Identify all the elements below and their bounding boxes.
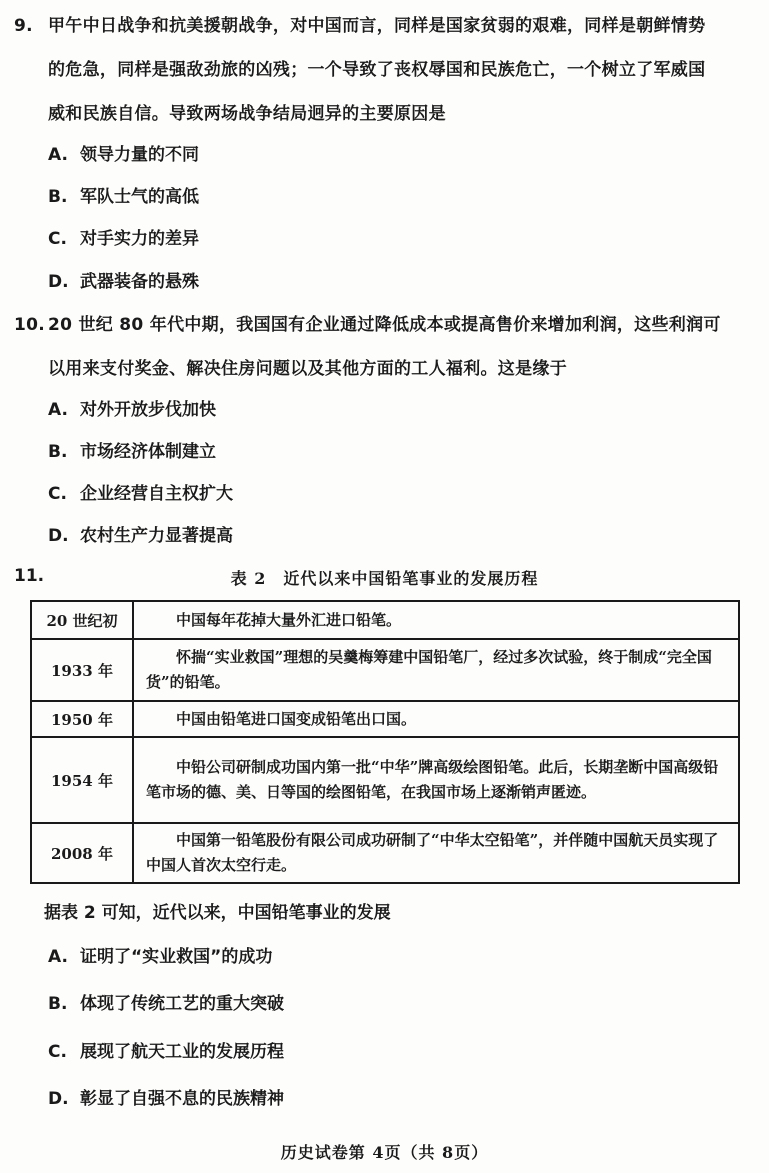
option-text: 对外开放步伐加快 xyxy=(80,400,216,420)
question-10-option-b xyxy=(48,440,216,464)
question-11-option-a xyxy=(48,945,272,969)
option-letter: B. xyxy=(48,994,68,1014)
option-letter: A. xyxy=(48,400,68,420)
table-desc-cell: 中国由铅笔进口国变成铅笔出口国。 xyxy=(133,701,739,737)
question-10-number: 10. xyxy=(14,315,46,335)
option-text: 彰显了自强不息的民族精神 xyxy=(80,1089,284,1109)
option-letter: D. xyxy=(48,1089,69,1109)
option-text: 领导力量的不同 xyxy=(80,145,199,165)
table-row xyxy=(31,823,739,883)
table-row xyxy=(31,701,739,737)
option-text: 武器装备的悬殊 xyxy=(80,272,199,292)
option-letter: A. xyxy=(48,947,68,967)
table-year-cell: 2008 年 xyxy=(31,823,133,883)
option-text: 农村生产力显著提高 xyxy=(80,526,233,546)
question-9-number: 9. xyxy=(14,16,33,36)
table-desc-cell: 中国第一铅笔股份有限公司成功研制了“中华太空铅笔”，并伴随中国航天员实现了中国人首次太空行走。 xyxy=(133,823,739,883)
table-title: 表 2 近代以来中国铅笔事业的发展历程 xyxy=(230,569,539,588)
option-text: 展现了航天工业的发展历程 xyxy=(80,1042,284,1062)
table-row xyxy=(31,737,739,823)
table-year-cell: 1954 年 xyxy=(31,737,133,823)
question-9-stem xyxy=(14,4,756,136)
table-row xyxy=(31,639,739,701)
option-letter: C. xyxy=(48,1042,67,1062)
question-9-option-b xyxy=(48,185,199,209)
option-text: 企业经营自主权扩大 xyxy=(80,484,233,504)
pencil-history-table xyxy=(30,600,740,884)
option-letter: D. xyxy=(48,272,69,292)
question-11-number: 11. xyxy=(14,566,45,586)
option-letter: D. xyxy=(48,526,69,546)
option-letter: C. xyxy=(48,229,67,249)
option-letter: A. xyxy=(48,145,68,165)
question-10-option-c xyxy=(48,482,233,506)
question-9-line-2: 的危急，同样是强敌劲旅的凶残；一个导致了丧权辱国和民族危亡，一个树立了军威国 xyxy=(48,60,706,80)
question-9-option-d xyxy=(48,270,199,294)
table-year-cell: 1950 年 xyxy=(31,701,133,737)
question-10-stem xyxy=(14,303,756,391)
question-9-line-1: 甲午中日战争和抗美援朝战争，对中国而言，同样是国家贫弱的艰难，同样是朝鲜情势 xyxy=(48,16,706,36)
option-text: 对手实力的差异 xyxy=(80,229,199,249)
table-row xyxy=(31,601,739,639)
option-letter: C. xyxy=(48,484,67,504)
question-9-line-3: 威和民族自信。导致两场战争结局迥异的主要原因是 xyxy=(48,104,446,124)
question-10-option-a xyxy=(48,398,216,422)
question-9-option-a xyxy=(48,143,199,167)
table-desc-cell: 怀揣“实业救国”理想的吴羹梅筹建中国铅笔厂，经过多次试验，终于制成“完全国货”的铅笔。 xyxy=(133,639,739,701)
question-11-stem: 据表 2 可知，近代以来，中国铅笔事业的发展 xyxy=(44,903,391,923)
page-footer: 历史试卷第 4页（共 8页） xyxy=(280,1143,489,1162)
question-9-option-c xyxy=(48,227,199,251)
question-10-line-1: 20 世纪 80 年代中期，我国国有企业通过降低成本或提高售价来增加利润，这些利润可 xyxy=(48,315,721,335)
table-desc-cell: 中国每年花掉大量外汇进口铅笔。 xyxy=(133,601,739,639)
option-text: 市场经济体制建立 xyxy=(80,442,216,462)
option-text: 军队士气的高低 xyxy=(80,187,199,207)
option-letter: B. xyxy=(48,187,68,207)
question-11-option-b xyxy=(48,992,284,1016)
question-11-option-d xyxy=(48,1087,284,1111)
option-text: 体现了传统工艺的重大突破 xyxy=(80,994,284,1014)
table-year-cell: 1933 年 xyxy=(31,639,133,701)
question-10-line-2: 以用来支付奖金、解决住房问题以及其他方面的工人福利。这是缘于 xyxy=(48,359,567,379)
option-text: 证明了“实业救国”的成功 xyxy=(80,947,273,967)
table-desc-cell: 中铅公司研制成功国内第一批“中华”牌高级绘图铅笔。此后，长期垄断中国高级铅笔市场的德、美、日等国的绘图铅笔，在我国市场上逐渐销声匿迹。 xyxy=(133,737,739,823)
question-10-option-d xyxy=(48,524,233,548)
option-letter: B. xyxy=(48,442,68,462)
question-11-option-c xyxy=(48,1040,284,1064)
table-year-cell: 20 世纪初 xyxy=(31,601,133,639)
